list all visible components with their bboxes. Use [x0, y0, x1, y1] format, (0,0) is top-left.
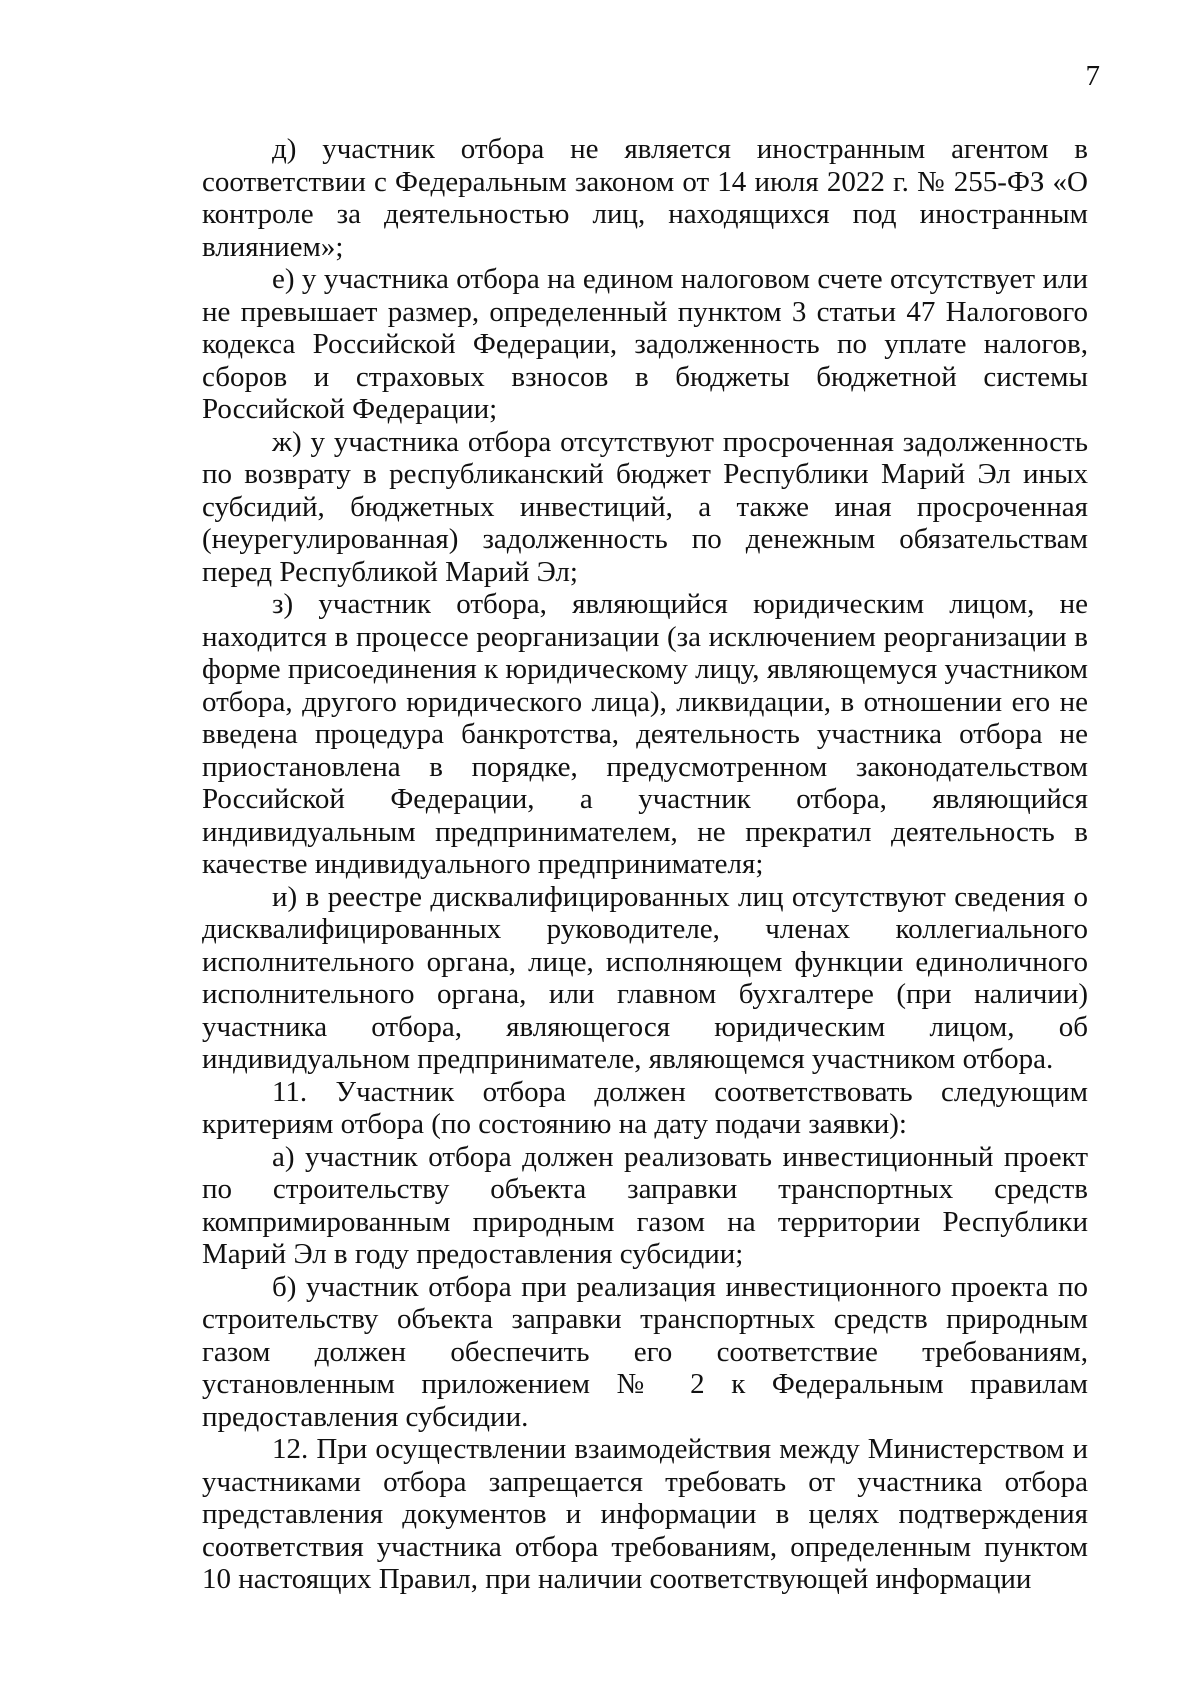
paragraph-e-tax-debt: е) у участника отбора на едином налоговом счете отсутствует или не превышает размер, определенный пунктом 3 статьи 47 Налогового кодекса Российской Федерации, задолженность по уплате налогов, сборов и страховых взносов в бюджеты бюджетной системы Российской Федерации; — [202, 263, 1088, 425]
paragraph-d-foreign-agent: д) участник отбора не является иностранным агентом в соответствии с Федеральным законом от 14 июля 2022 г. № 255-ФЗ «О контроле за деятельностью лиц, находящихся под иностранным влиянием»; — [202, 133, 1088, 263]
paragraph-z-reorganization: з) участник отбора, являющийся юридическим лицом, не находится в процессе реорганизации (за исключением реорганизации в форме присоединения к юридическому лицу, являющемуся участником отбора, другого юридического лица), ликвидации, в отношении его не введена процедура банкротства, деятельность участника отбора не приостановлена в порядке, предусмотренном законодательством Российской Федерации, а участник отбора, являющийся индивидуальным предпринимателем, не прекратил деятельность в качестве индивидуального предпринимателя; — [202, 588, 1088, 880]
paragraph-b-requirements: б) участник отбора при реализация инвестиционного проекта по строительству объекта заправки транспортных средств природным газом должен обеспечить его соответствие требованиям, установленным приложением № 2 к Федеральным правилам предоставления субсидии. — [202, 1270, 1088, 1433]
paragraph-zh-overdue-debt: ж) у участника отбора отсутствуют просроченная задолженность по возврату в республиканский бюджет Республики Марий Эл иных субсидий, бюджетных инвестиций, а также иная просроченная (неурегулированная) задолженность по денежным обязательствам перед Республикой Марий Эл; — [202, 425, 1088, 588]
paragraph-a-investment-project: а) участник отбора должен реализовать инвестиционный проект по строительству объекта заправки транспортных средств компримированным природным газом на территории Республики Марий Эл в году предоставления субсидии; — [202, 1140, 1088, 1270]
paragraph-12-interaction: 12. При осуществлении взаимодействия между Министерством и участниками отбора запрещается требовать от участника отбора представления документов и информации в целях подтверждения соответствия участника отбора требованиям, определенным пунктом 10 настоящих Правил, при наличии соответствующей информации — [202, 1433, 1088, 1595]
paragraph-11-criteria: 11. Участник отбора должен соответствовать следующим критериям отбора (по состоянию на дату подачи заявки): — [202, 1075, 1088, 1140]
page-number: 7 — [1085, 60, 1100, 92]
paragraph-i-disqualified-persons: и) в реестре дисквалифицированных лиц отсутствуют сведения о дисквалифицированных руководителе, членах коллегиального исполнительного органа, лице, исполняющем функции единоличного исполнительного органа, или главном бухгалтере (при наличии) участника отбора, являющегося юридическим лицом, об индивидуальном предпринимателе, являющемся участником отбора. — [202, 880, 1088, 1075]
document-body — [202, 133, 1088, 1596]
